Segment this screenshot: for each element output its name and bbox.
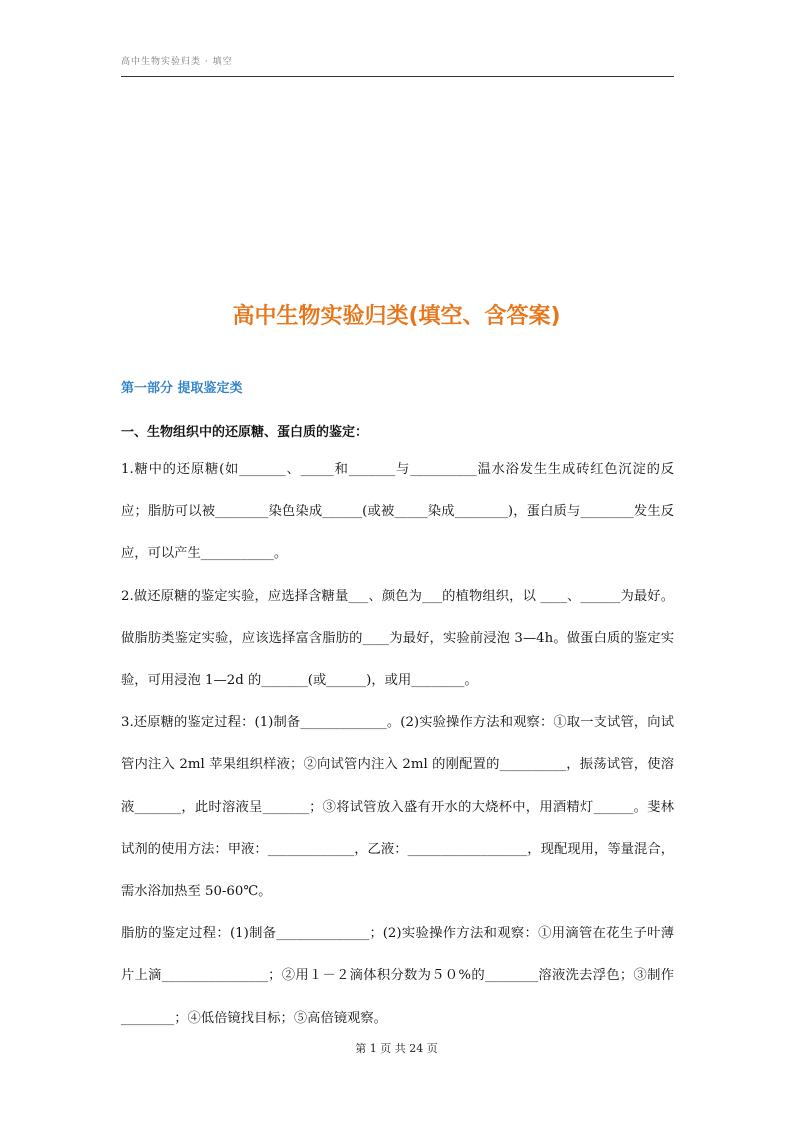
header-divider <box>121 76 674 77</box>
section-title: 第一部分 提取鉴定类 <box>121 381 243 396</box>
paragraph-3: 3.还原糖的鉴定过程：(1)制备_____________。(2)实验操作方法和观察：①取一支试管，向试管内注入 2ml 苹果组织样液；②向试管内注入 2ml 的刚配置的__________，振荡试管，使溶液_______，此时溶液呈_______；③将试管放入盛有开水的大烧杯中，用酒精灯______。斐林试剂的使用方法：甲液：_____________，乙液：__________________，现配现用，等量混合，需水浴加热至 50-60℃。 <box>121 715 674 900</box>
paragraph-4: 脂肪的鉴定过程：(1)制备______________；(2)实验操作方法和观察：①用滴管在花生子叶薄片上滴________________；②用１－２滴体积分数为５０%的________溶液洗去浮色；③制作________；④低倍镜找目标；⑤高倍镜观察。 <box>121 926 674 1026</box>
body-content <box>121 449 674 1040</box>
document-title: 高中生物实验归类(填空、含答案) <box>232 304 561 329</box>
page-number: 第 1 页 共 24 页 <box>355 1042 438 1055</box>
running-header: 高中生物实验归类 · 填空 <box>121 57 233 67</box>
paragraph-1: 1.糖中的还原糖(如_______、_____和_______与__________温水浴发生生成砖红色沉淀的反应；脂肪可以被________染色染成______(或被_____染成________)，蛋白质与________发生反应，可以产生___________。 <box>121 462 674 562</box>
paragraph-2: 2.做还原糖的鉴定实验，应选择含糖量___、颜色为___的植物组织，以 ____、______为最好。做脂肪类鉴定实验，应该选择富含脂肪的____为最好，实验前浸泡 3—4h。做蛋白质的鉴定实验，可用浸泡 1—2d 的_______(或______)，或用________。 <box>121 588 674 689</box>
subheading: 一、生物组织中的还原糖、蛋白质的鉴定： <box>121 425 369 440</box>
